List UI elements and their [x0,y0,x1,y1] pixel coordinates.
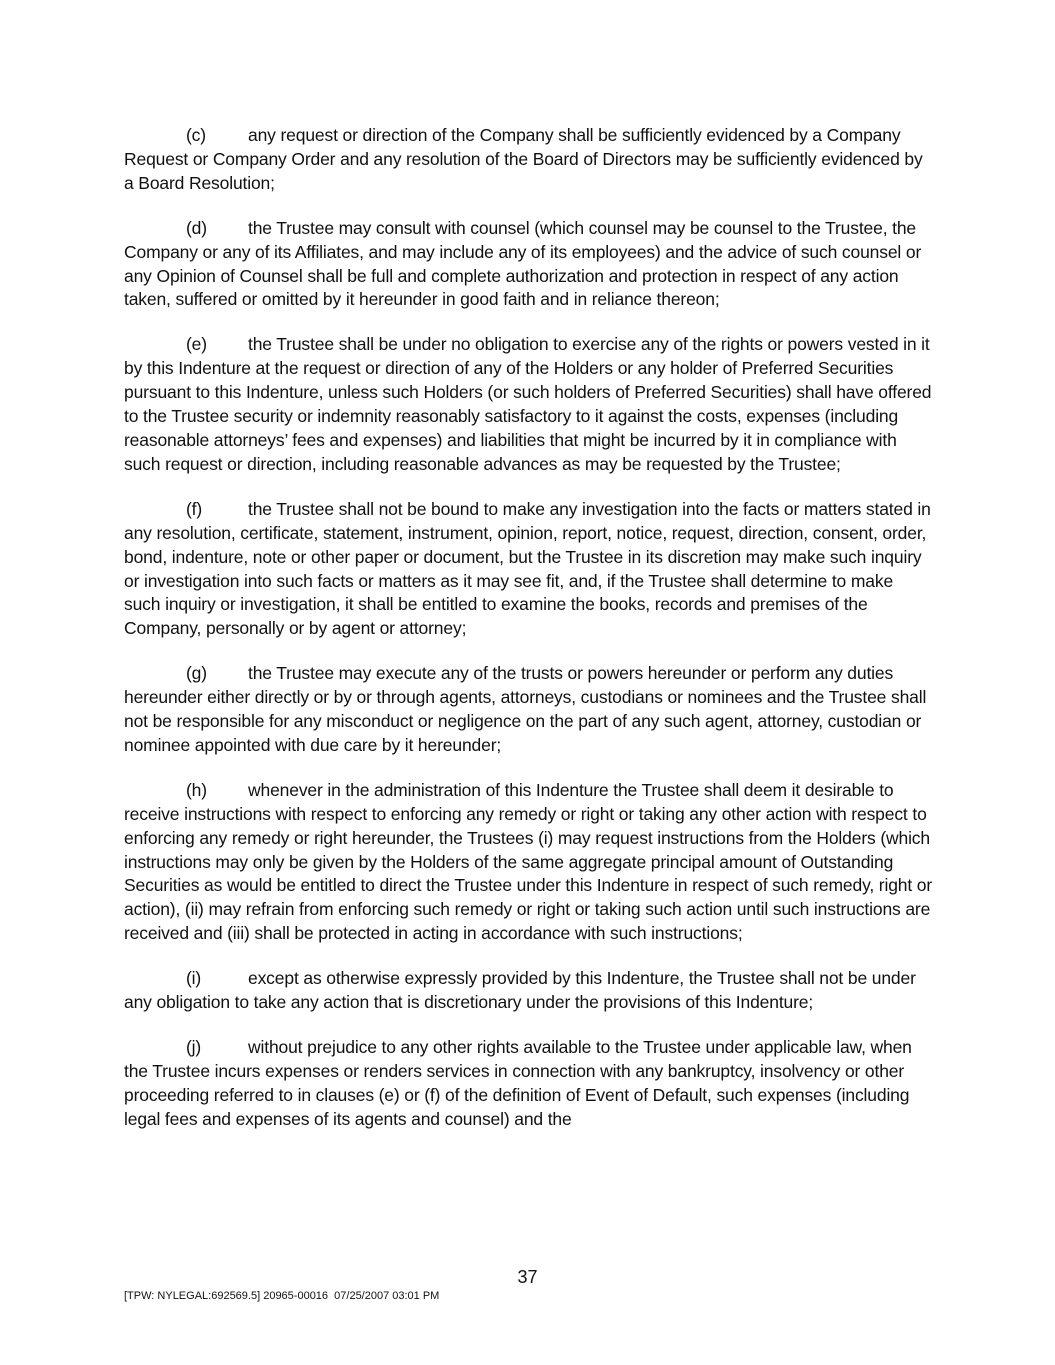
paragraph-e [124,333,934,476]
paragraph-i [124,967,934,1015]
paragraph-c [124,124,934,196]
paragraph-text: without prejudice to any other rights available to the Trustee under applicable law, when the Trustee incurs expenses or renders services in connection with any bankruptcy, insolvency or other proceeding referred to in clauses (e) or (f) of the definition of Event of Default, such expenses (including legal fees and expenses of its agents and counsel) and the [124,1037,912,1129]
paragraph-marker: (g) [186,663,207,684]
document-footer: [TPW: NYLEGAL:692569.5] 20965-00016 07/25/2007 03:01 PM [124,1290,440,1302]
paragraph-marker: (c) [186,125,206,145]
paragraph-h [124,779,934,946]
paragraph-text: the Trustee shall be under no obligation to exercise any of the rights or powers vested in it by this Indenture at the request or direction of any of the Holders or any holder of Preferred Securities pursuant to this Indenture, unless such Holders (or such holders of Preferred Securities) shall have offered to the Trustee security or indemnity reasonably satisfactory to it against the costs, expenses (including reasonable attorneys’ fees and expenses) and liabilities that might be incurred by it in compliance with such request or direction, including reasonable advances as may be requested by the Trustee; [124,334,932,474]
paragraph-text: whenever in the administration of this Indenture the Trustee shall deem it desirable to receive instructions with respect to enforcing any remedy or right or taking any other action with respect to enforcing any remedy or right hereunder, the Trustees (i) may request instructions from the Holders (which instructions may only be given by the Holders of the same aggregate principal amount of Outstanding Securities as would be entitled to direct the Trustee under this Indenture in respect of such remedy, right or action), (ii) may refrain from enforcing such remedy or right or taking such action until such instructions are received and (iii) shall be protected in acting in accordance with such instructions; [124,779,933,944]
paragraph-text: the Trustee may consult with counsel (which counsel may be counsel to the Trustee, the Company or any of its Affiliates, and may include any of its employees) and the advice of such counsel or any Opinion of Counsel shall be full and complete authorization and protection in respect of any action taken, suffered or omitted by it hereunder in good faith and in reliance thereon; [124,217,922,310]
body-text [124,124,934,1153]
paragraph-text: except as otherwise expressly provided by this Indenture, the Trustee shall not be under any obligation to take any action that is discretionary under the provisions of this Indenture; [124,968,916,1013]
paragraph-marker: (d) [186,217,207,238]
paragraph-f [124,498,934,641]
page-number: 37 [517,1267,538,1287]
paragraph-marker: (h) [186,779,207,800]
paragraph-marker: (e) [186,334,207,355]
paragraph-marker: (i) [186,968,202,989]
paragraph-g [124,662,934,758]
paragraph-j [124,1036,934,1132]
paragraph-marker: (j) [186,1037,202,1057]
paragraph-marker: (f) [186,498,203,519]
paragraph-text: any request or direction of the Company shall be sufficiently evidenced by a Company Request or Company Order and any resolution of the Board of Directors may be sufficiently evidenced by a Board Resolution; [124,125,923,193]
paragraph-text: the Trustee shall not be bound to make any investigation into the facts or matters stated in any resolution, certificate, statement, instrument, opinion, report, notice, request, direction, consent, order, bond, indenture, note or other paper or document, but the Trustee in its discretion may make such inquiry or investigation into such facts or matters as it may see fit, and, if the Trustee shall determine to make such inquiry or investigation, it shall be entitled to examine the books, records and premises of the Company, personally or by agent or attorney; [124,498,931,639]
paragraph-text: the Trustee may execute any of the trusts or powers hereunder or perform any duties hereunder either directly or by or through agents, attorneys, custodians or nominees and the Trustee shall not be responsible for any misconduct or negligence on the part of any such agent, attorney, custodian or nominee appointed with due care by it hereunder; [124,663,927,755]
paragraph-d [124,217,934,313]
